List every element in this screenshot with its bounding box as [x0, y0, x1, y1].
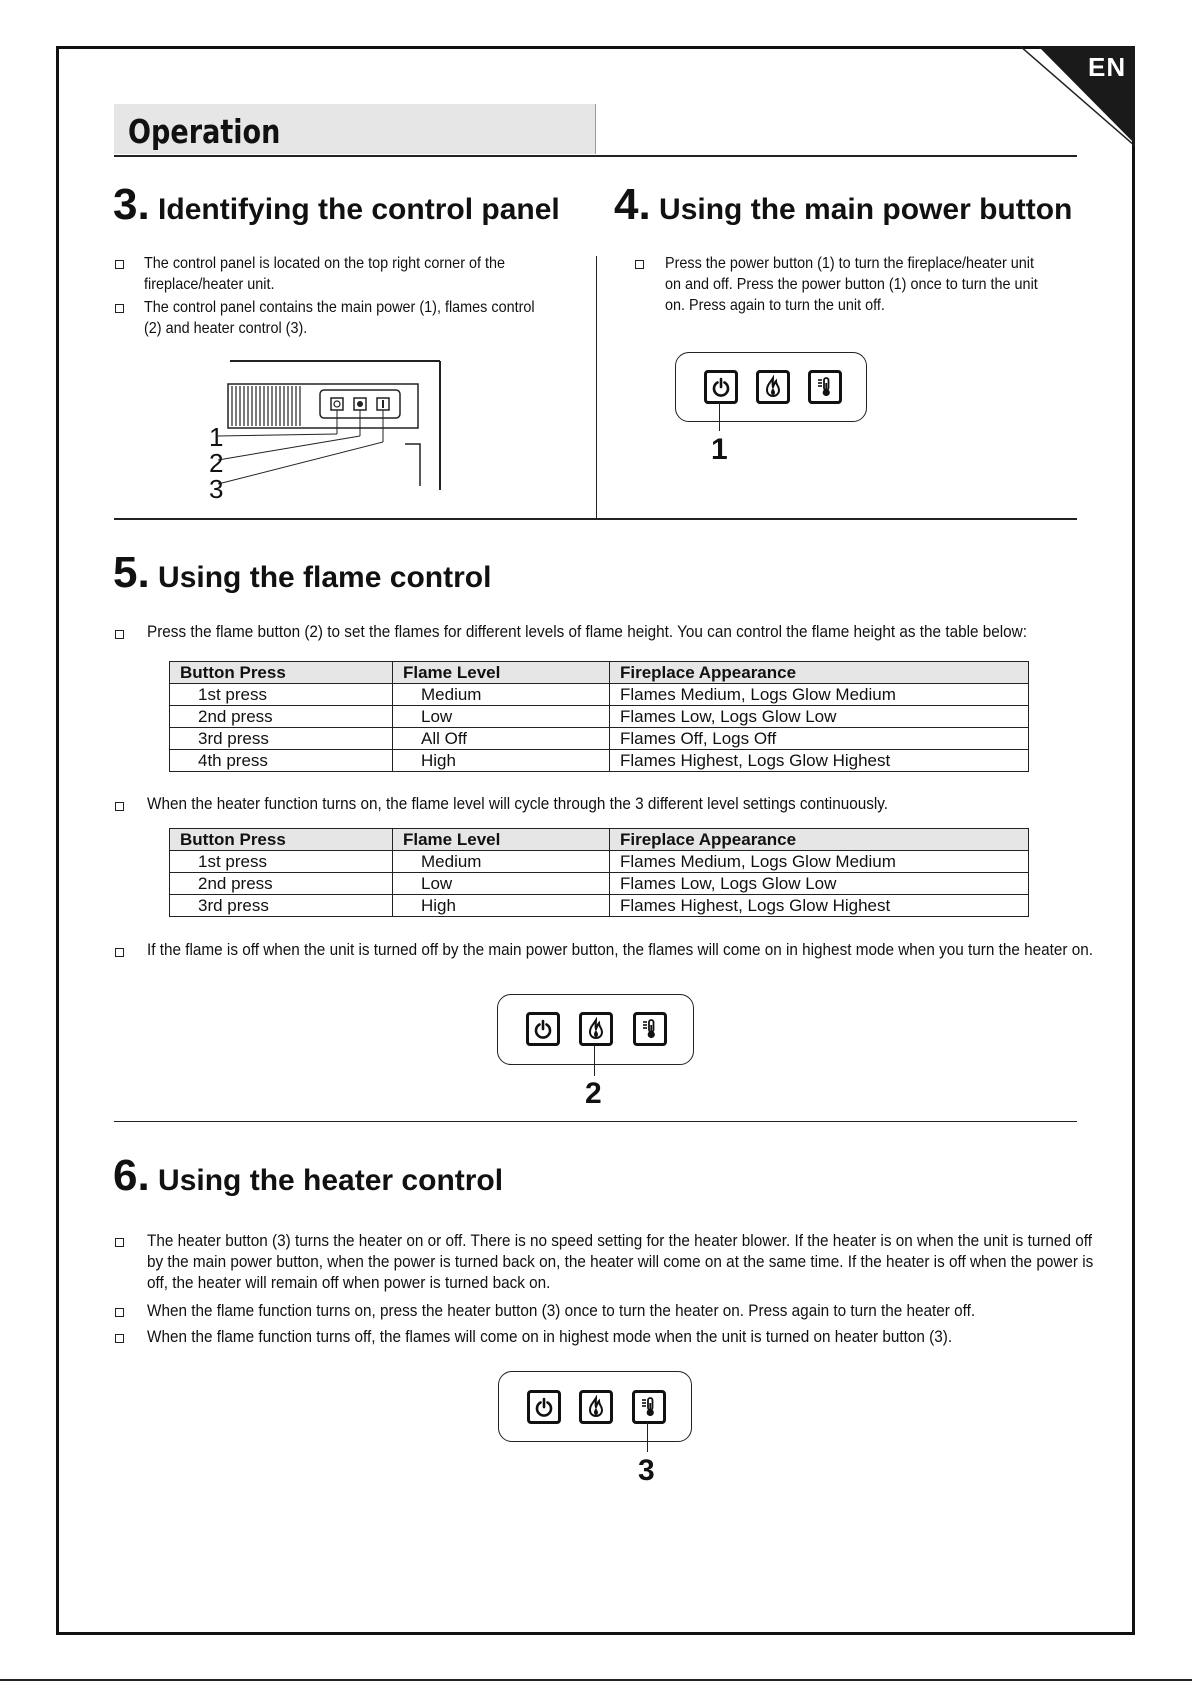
- power-button[interactable]: [704, 370, 738, 404]
- table-cell: Flames Low, Logs Glow Low: [610, 706, 1029, 728]
- section-4-number: 4.: [614, 180, 651, 229]
- table-cell: Flames Highest, Logs Glow Highest: [610, 750, 1029, 772]
- control-panel-location-diagram: [200, 356, 450, 504]
- flame-button[interactable]: [579, 1012, 613, 1046]
- table-header-cell: Fireplace Appearance: [610, 829, 1029, 851]
- table-row: [170, 750, 1029, 772]
- flame-button[interactable]: [579, 1390, 613, 1424]
- table-cell: 4th press: [170, 750, 393, 772]
- heater-thermometer-icon: [637, 1395, 661, 1419]
- section-rule: [114, 1121, 1077, 1122]
- power-button[interactable]: [526, 1012, 560, 1046]
- bullet-marker: [115, 260, 124, 269]
- table-cell: Flames Medium, Logs Glow Medium: [610, 684, 1029, 706]
- bullet-marker: [635, 260, 644, 269]
- bullet-marker: [115, 1334, 124, 1343]
- table-cell: Flames Low, Logs Glow Low: [610, 873, 1029, 895]
- table-row: [170, 851, 1029, 873]
- table-cell: 2nd press: [170, 873, 393, 895]
- table-cell: High: [393, 895, 610, 917]
- table-cell: 1st press: [170, 851, 393, 873]
- table-row: [170, 895, 1029, 917]
- flame-button[interactable]: [756, 370, 790, 404]
- bullet-marker: [115, 1238, 124, 1247]
- table-cell: 3rd press: [170, 728, 393, 750]
- table-header-cell: Button Press: [170, 662, 393, 684]
- callout-line: [719, 401, 720, 431]
- bullet-marker: [115, 802, 124, 811]
- callout-1: 1: [711, 433, 728, 466]
- table-row: [170, 728, 1029, 750]
- section-4-title: [614, 180, 1072, 230]
- power-icon: [531, 1017, 555, 1041]
- table-cell: Low: [393, 706, 610, 728]
- column-divider: [596, 256, 597, 518]
- language-badge: EN: [1088, 52, 1127, 82]
- table-header-cell: Fireplace Appearance: [610, 662, 1029, 684]
- flame-icon: [584, 1395, 608, 1419]
- diagram-label-3: 3: [209, 474, 224, 504]
- table-cell: Medium: [393, 684, 610, 706]
- section-5-bullet-1: Press the flame button (2) to set the flames for different levels of flame height. You can control the flame height as the table below:: [147, 622, 1027, 641]
- section-3-bullet-1: The control panel is located on the top right corner of the fireplace/heater unit.: [144, 255, 506, 293]
- section-4-heading: Using the main power button: [659, 193, 1073, 226]
- heater-button[interactable]: [633, 1012, 667, 1046]
- section-6-bullet-2: When the flame function turns on, press the heater button (3) once to turn the heater on. Press again to turn the heater off.: [147, 1301, 976, 1320]
- table-header-cell: Flame Level: [393, 662, 610, 684]
- diagram-label-1: 1: [209, 422, 224, 452]
- flame-icon: [761, 375, 785, 399]
- table-cell: All Off: [393, 728, 610, 750]
- power-icon: [532, 1395, 556, 1419]
- section-6-bullet-1: The heater button (3) turns the heater on or off. There is no speed setting for the heater blower. If the heater is on when the unit is turned off by the main power button, when the power is turned back on, the heater will come on at the same time. If the heater is off when the power is off, the heater will remain off when power is turned back on.: [147, 1231, 1094, 1292]
- table-row: [170, 706, 1029, 728]
- table-cell: High: [393, 750, 610, 772]
- section-6-number: 6.: [113, 1151, 150, 1200]
- table-cell: 3rd press: [170, 895, 393, 917]
- section-5-heading: Using the flame control: [158, 561, 492, 594]
- table-cell: Flames Medium, Logs Glow Medium: [610, 851, 1029, 873]
- control-panel-power: [675, 352, 867, 422]
- table-cell: Medium: [393, 851, 610, 873]
- section-6-bullet-3: When the flame function turns off, the flames will come on in highest mode when the unit is turned on heater button (3).: [147, 1327, 953, 1346]
- diagram-label-2: 2: [209, 448, 224, 478]
- flame-icon: [584, 1017, 608, 1041]
- bullet-marker: [115, 948, 124, 957]
- heater-button[interactable]: [808, 370, 842, 404]
- section-4-bullet-1: Press the power button (1) to turn the fireplace/heater unit on and off. Press the power button (1) once to turn the unit on. Press again to turn the unit off.: [665, 255, 1038, 314]
- section-5-bullet-3: If the flame is off when the unit is turned off by the main power button, the flames will come on in highest mode when you turn the heater on.: [147, 940, 1094, 959]
- callout-2: 2: [585, 1077, 602, 1110]
- page-title: Operation: [128, 112, 281, 151]
- table-header-row: [170, 829, 1029, 851]
- table-row: [170, 684, 1029, 706]
- heater-thermometer-icon: [813, 375, 837, 399]
- section-5-number: 5.: [113, 548, 150, 597]
- table-cell: Low: [393, 873, 610, 895]
- power-button[interactable]: [527, 1390, 561, 1424]
- flame-table-2: [169, 828, 1029, 917]
- table-header-cell: Flame Level: [393, 829, 610, 851]
- section-3-number: 3.: [113, 180, 150, 229]
- table-row: [170, 873, 1029, 895]
- table-cell: 1st press: [170, 684, 393, 706]
- section-6-heading: Using the heater control: [158, 1164, 504, 1197]
- power-icon: [709, 375, 733, 399]
- flame-table-1: [169, 661, 1029, 772]
- heater-thermometer-icon: [638, 1017, 662, 1041]
- callout-line: [647, 1422, 648, 1452]
- control-panel-flame: [497, 994, 694, 1065]
- bullet-marker: [115, 630, 124, 639]
- section-5-title: [113, 548, 491, 598]
- control-panel-heater: [498, 1371, 692, 1442]
- section-rule: [114, 518, 1077, 520]
- callout-line: [594, 1045, 595, 1076]
- bullet-marker: [115, 304, 124, 313]
- table-cell: 2nd press: [170, 706, 393, 728]
- table-header-cell: Button Press: [170, 829, 393, 851]
- table-cell: Flames Off, Logs Off: [610, 728, 1029, 750]
- bullet-marker: [115, 1308, 124, 1317]
- section-3-title: [113, 180, 560, 230]
- section-6-title: [113, 1151, 503, 1201]
- section-5-bullet-2: When the heater function turns on, the flame level will cycle through the 3 different level settings continuously.: [147, 794, 889, 813]
- table-cell: Flames Highest, Logs Glow Highest: [610, 895, 1029, 917]
- section-3-bullet-2: The control panel contains the main power (1), flames control (2) and heater control (3).: [144, 299, 535, 337]
- heater-button[interactable]: [632, 1390, 666, 1424]
- section-3-heading: Identifying the control panel: [158, 193, 560, 226]
- callout-3: 3: [638, 1454, 655, 1487]
- bottom-rule: [0, 1679, 1192, 1681]
- table-header-row: [170, 662, 1029, 684]
- header-rule: [114, 155, 1077, 157]
